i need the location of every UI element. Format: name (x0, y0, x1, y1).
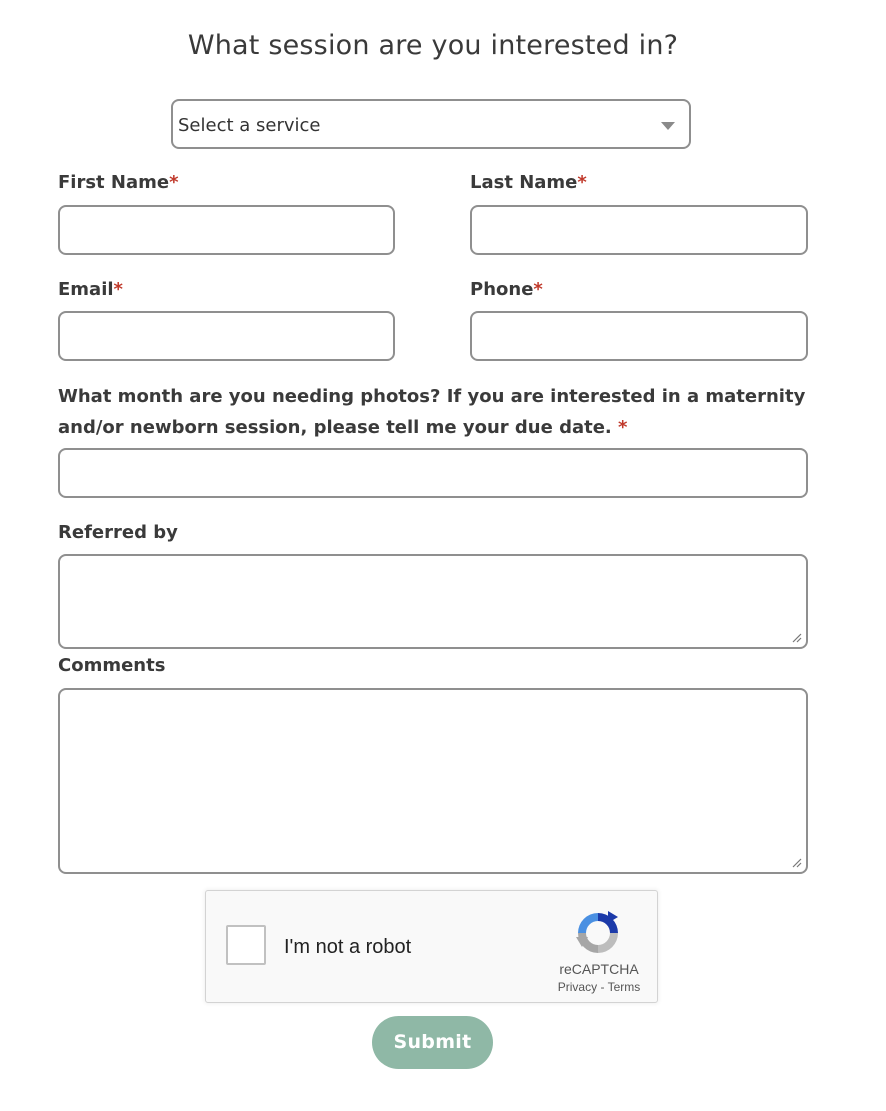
recaptcha-logo-icon (572, 907, 624, 959)
recaptcha-widget (205, 890, 658, 1003)
referred-by-textarea[interactable] (58, 554, 808, 649)
recaptcha-privacy-link[interactable]: Privacy (557, 980, 598, 994)
email-input[interactable] (58, 311, 395, 361)
resize-handle-icon[interactable] (792, 633, 802, 643)
email-label (58, 279, 123, 300)
phone-input[interactable] (470, 311, 808, 361)
recaptcha-label: I'm not a robot (284, 936, 412, 958)
recaptcha-checkbox[interactable] (226, 925, 266, 965)
required-marker: * (577, 172, 587, 193)
phone-label-text: Phone (470, 279, 534, 300)
month-input[interactable] (58, 448, 808, 498)
month-label (58, 381, 828, 443)
comments-label: Comments (58, 655, 166, 676)
service-select-value: Select a service (178, 115, 321, 136)
first-name-label-text: First Name (58, 172, 170, 193)
service-select[interactable] (171, 99, 691, 149)
chevron-down-icon (661, 122, 675, 130)
phone-label (470, 279, 543, 300)
referred-by-label: Referred by (58, 522, 178, 543)
resize-handle-icon[interactable] (792, 858, 802, 868)
recaptcha-terms-link[interactable]: Terms (607, 980, 641, 994)
required-marker: * (169, 172, 179, 193)
recaptcha-links (546, 980, 652, 994)
recaptcha-brand: reCAPTCHA (559, 961, 639, 977)
comments-textarea[interactable] (58, 688, 808, 874)
recaptcha-link-separator: - (597, 980, 608, 994)
submit-button[interactable]: Submit (372, 1016, 493, 1069)
required-marker: * (113, 279, 123, 300)
required-marker: * (533, 279, 543, 300)
form-heading: What session are you interested in? (187, 30, 679, 61)
first-name-label (58, 172, 179, 193)
last-name-label (470, 172, 587, 193)
required-marker: * (618, 417, 628, 438)
email-label-text: Email (58, 279, 114, 300)
last-name-input[interactable] (470, 205, 808, 255)
last-name-label-text: Last Name (470, 172, 578, 193)
first-name-input[interactable] (58, 205, 395, 255)
month-label-text: What month are you needing photos? If you are interested in a maternity and/or newborn session, please tell me your due date. (58, 386, 806, 438)
